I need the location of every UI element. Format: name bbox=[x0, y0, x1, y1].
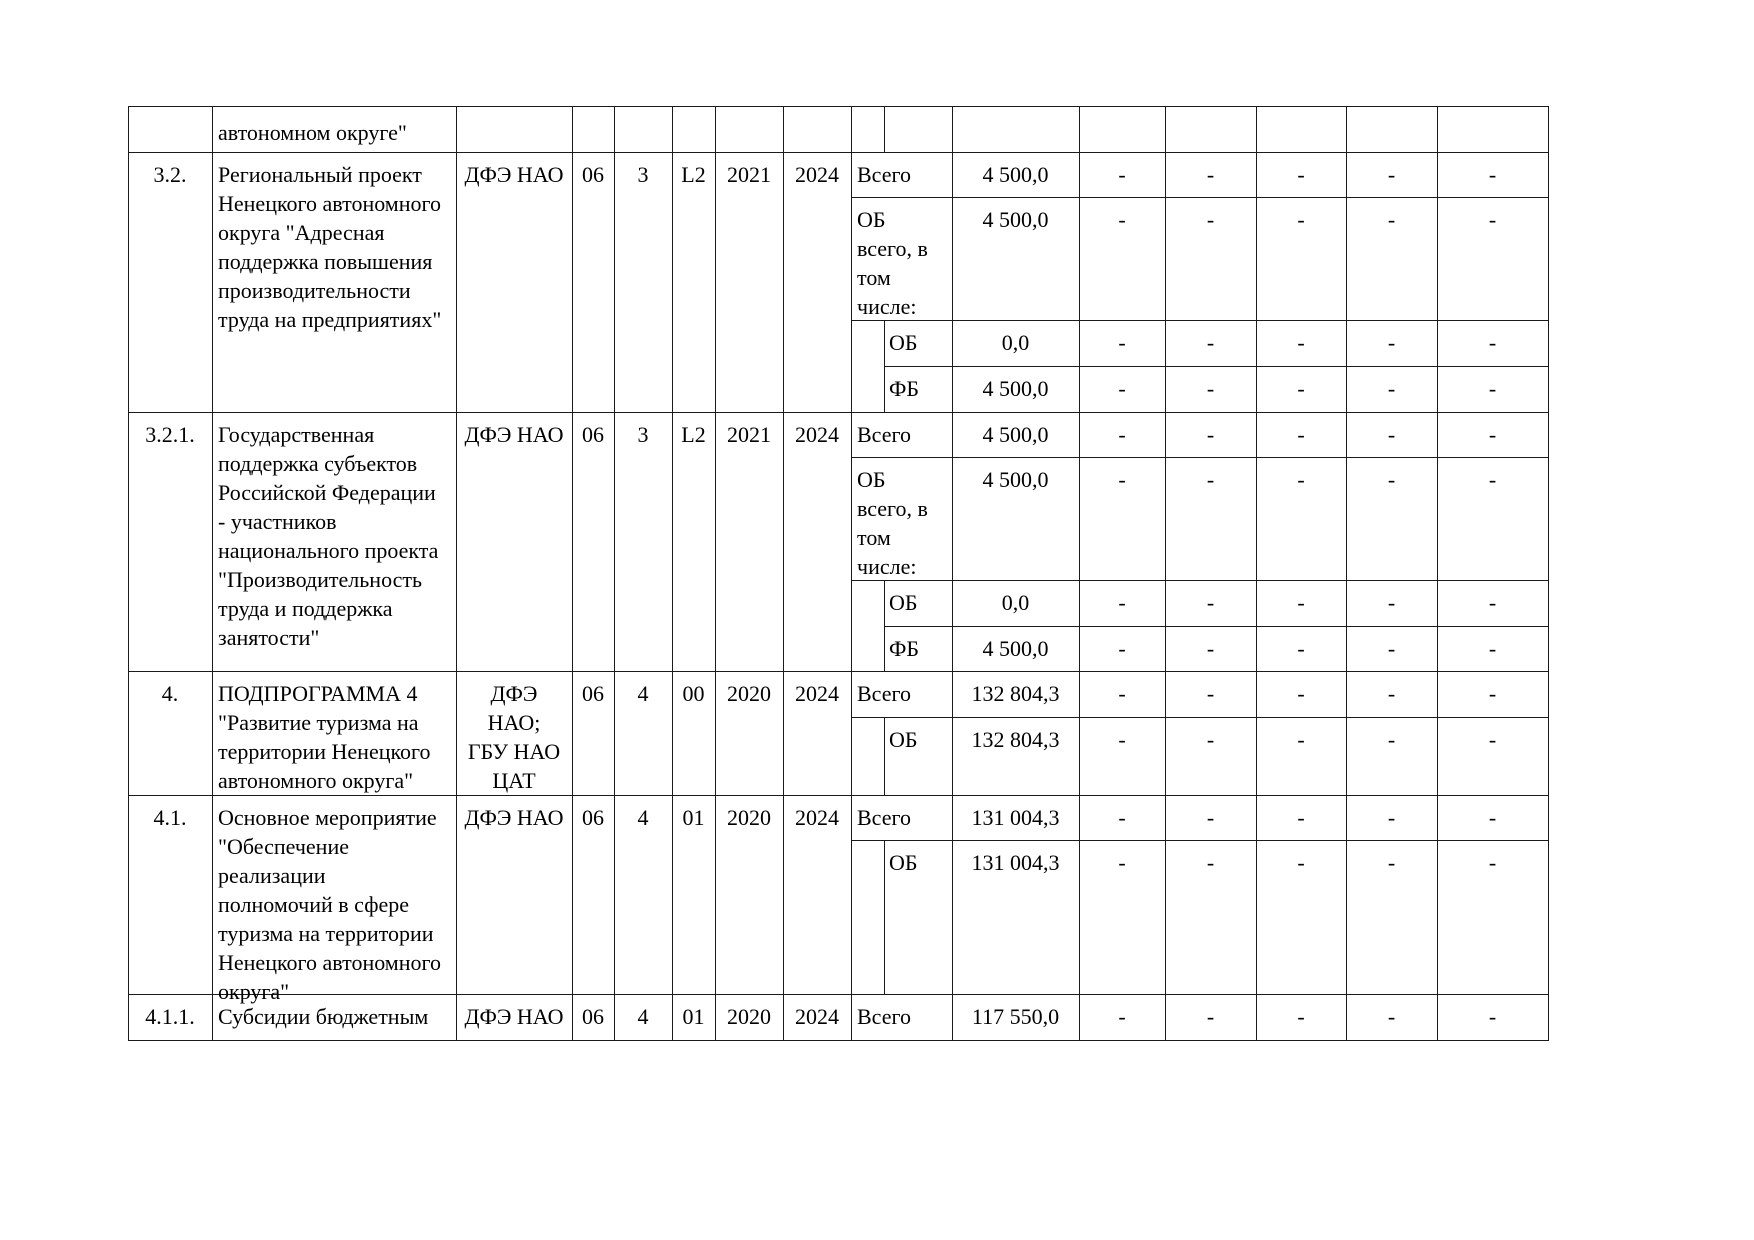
r4-name-line: ПОДПРОГРАММА 4 bbox=[218, 681, 418, 706]
r32-fin-fb-sub-dash: - bbox=[1488, 376, 1497, 401]
r4-fin-ob-sub-dash: - bbox=[1387, 727, 1396, 752]
r321-fin-fb-sub-source: ФБ bbox=[889, 636, 920, 661]
r32-fin-fb-sub-amount: 4 500,0 bbox=[982, 376, 1049, 401]
r32-fin-total-amount: 4 500,0 bbox=[982, 162, 1049, 187]
r321-fin-total-source: Всего bbox=[857, 422, 911, 447]
r32-fin-ob-dash: - bbox=[1488, 207, 1497, 232]
r321-fin-fb-sub-dash: - bbox=[1118, 636, 1126, 661]
table-rule-v bbox=[884, 840, 885, 994]
r4-name-line: автономного округа" bbox=[218, 768, 414, 793]
table-rule-h bbox=[851, 717, 1549, 718]
r41-year-end: 2024 bbox=[795, 805, 839, 830]
r411-fin-total-dash: - bbox=[1206, 1004, 1215, 1029]
r321-fin-ob-sub-dash: - bbox=[1118, 590, 1126, 615]
r41-num: 4.1. bbox=[153, 805, 187, 830]
r321-fin-ob-dash: - bbox=[1488, 467, 1497, 492]
r411-fin-total-dash: - bbox=[1488, 1004, 1497, 1029]
r4-code-3: 00 bbox=[682, 681, 705, 706]
r32-fin-ob-source-line: ОБ bbox=[857, 207, 886, 232]
r321-fin-ob-dash: - bbox=[1206, 467, 1215, 492]
r41-fin-ob-sub-dash: - bbox=[1297, 850, 1305, 875]
table-rule-h bbox=[851, 457, 1549, 458]
r32-fin-fb-sub-dash: - bbox=[1206, 376, 1215, 401]
table-rule-v bbox=[1437, 106, 1438, 1040]
r4-fin-total-dash: - bbox=[1488, 681, 1497, 706]
r321-year-end: 2024 bbox=[795, 422, 839, 447]
r41-fin-total-dash: - bbox=[1387, 805, 1396, 830]
r41-fin-ob-sub-dash: - bbox=[1206, 850, 1215, 875]
r32-name-line: Региональный проект bbox=[218, 162, 422, 187]
r321-fin-ob-sub-dash: - bbox=[1387, 590, 1396, 615]
r4-code-2: 4 bbox=[637, 681, 649, 706]
r4-fin-ob-sub-dash: - bbox=[1206, 727, 1215, 752]
r321-fin-ob-source-line: том bbox=[857, 525, 891, 550]
r411-num: 4.1.1. bbox=[145, 1004, 195, 1029]
table-rule-v bbox=[715, 106, 716, 1040]
r32-fin-ob-sub-dash: - bbox=[1118, 330, 1126, 355]
r321-executor: ДФЭ НАО bbox=[464, 422, 564, 447]
table-rule-v bbox=[851, 106, 852, 1040]
r41-fin-total-source: Всего bbox=[857, 805, 911, 830]
r41-name-line: туризма на территории bbox=[218, 921, 434, 946]
r32-fin-ob-sub-amount: 0,0 bbox=[1001, 330, 1030, 355]
r411-year-start: 2020 bbox=[727, 1004, 771, 1029]
r321-code-3: L2 bbox=[681, 422, 706, 447]
r32-fin-ob-amount: 4 500,0 bbox=[982, 207, 1049, 232]
r32-fin-ob-sub-dash: - bbox=[1488, 330, 1497, 355]
r32-fin-fb-sub-dash: - bbox=[1118, 376, 1126, 401]
r32-fin-ob-source bbox=[857, 205, 928, 321]
r4-name-line: территории Ненецкого bbox=[218, 739, 431, 764]
r321-fin-ob-source-line: всего, в bbox=[857, 496, 928, 521]
r321-name bbox=[218, 420, 438, 652]
r321-fin-ob-sub-dash: - bbox=[1206, 590, 1215, 615]
r321-fin-total-dash: - bbox=[1488, 422, 1497, 447]
r41-fin-total-dash: - bbox=[1488, 805, 1497, 830]
table-rule-h bbox=[884, 366, 1549, 367]
table-rule-v bbox=[1165, 106, 1166, 1040]
r4-fin-ob-sub-dash: - bbox=[1118, 727, 1126, 752]
r32-name-line: округа "Адресная bbox=[218, 220, 385, 245]
r321-fin-fb-sub-dash: - bbox=[1297, 636, 1305, 661]
r411-fin-total-dash: - bbox=[1387, 1004, 1396, 1029]
table-rule-v bbox=[1548, 106, 1549, 1040]
table-rule-v bbox=[128, 106, 129, 1040]
r321-fin-ob-source-line: числе: bbox=[857, 554, 917, 579]
r32-fin-total-source: Всего bbox=[857, 162, 911, 187]
table-rule-v bbox=[952, 106, 953, 1040]
table-rule-v bbox=[1346, 106, 1347, 1040]
r4-code-1: 06 bbox=[582, 681, 604, 706]
r411-name: Субсидии бюджетным bbox=[218, 1004, 429, 1029]
r32-year-start: 2021 bbox=[727, 162, 771, 187]
r321-year-start: 2021 bbox=[727, 422, 771, 447]
r41-fin-ob-sub-source: ОБ bbox=[889, 850, 918, 875]
r4-fin-total-dash: - bbox=[1118, 681, 1126, 706]
table-rule-h bbox=[884, 626, 1549, 627]
r321-fin-ob-dash: - bbox=[1118, 467, 1126, 492]
r41-name-line: Основное мероприятие bbox=[218, 805, 437, 830]
r41-fin-ob-sub-dash: - bbox=[1387, 850, 1396, 875]
r4-executor-line: ДФЭ bbox=[490, 681, 538, 706]
r4-name-line: "Развитие туризма на bbox=[218, 710, 419, 735]
r32-name-line: производительности bbox=[218, 278, 411, 303]
r32-fin-ob-source-line: числе: bbox=[857, 294, 917, 319]
r41-fin-total-dash: - bbox=[1206, 805, 1215, 830]
r41-year-start: 2020 bbox=[727, 805, 771, 830]
r41-fin-total-dash: - bbox=[1118, 805, 1126, 830]
r321-fin-fb-sub-dash: - bbox=[1488, 636, 1497, 661]
r321-fin-ob-amount: 4 500,0 bbox=[982, 467, 1049, 492]
r4-num: 4. bbox=[161, 681, 179, 706]
r4-year-end: 2024 bbox=[795, 681, 839, 706]
r4-executor-line: НАО; bbox=[487, 710, 541, 735]
r4-year-start: 2020 bbox=[727, 681, 771, 706]
table-rule-h bbox=[128, 412, 1549, 413]
r321-fin-total-dash: - bbox=[1118, 422, 1126, 447]
r321-code-1: 06 bbox=[582, 422, 604, 447]
r41-fin-ob-sub-dash: - bbox=[1488, 850, 1497, 875]
r4-fin-total-dash: - bbox=[1206, 681, 1215, 706]
r32-name-line: поддержка повышения bbox=[218, 249, 433, 274]
table-rule-h bbox=[128, 106, 1549, 107]
r32-name-line: труда на предприятиях" bbox=[218, 307, 442, 332]
table-rule-v bbox=[212, 106, 213, 1040]
r32-fin-ob-source-line: том bbox=[857, 265, 891, 290]
table-rule-h bbox=[851, 580, 1549, 581]
r32-fin-total-dash: - bbox=[1387, 162, 1396, 187]
table-rule-h bbox=[128, 152, 1549, 153]
r321-fin-fb-sub-dash: - bbox=[1206, 636, 1215, 661]
r4-fin-ob-sub-source: ОБ bbox=[889, 727, 918, 752]
r321-fin-ob-source bbox=[857, 465, 928, 581]
r32-fin-ob-dash: - bbox=[1118, 207, 1126, 232]
r41-name bbox=[218, 803, 441, 1006]
r411-year-end: 2024 bbox=[795, 1004, 839, 1029]
r411-code-2: 4 bbox=[637, 1004, 649, 1029]
r32-fin-fb-sub-dash: - bbox=[1387, 376, 1396, 401]
r321-name-line: Российской Федерации bbox=[218, 480, 436, 505]
r32-code-3: L2 bbox=[681, 162, 706, 187]
r32-fin-ob-dash: - bbox=[1387, 207, 1396, 232]
r321-name-line: Государственная bbox=[218, 422, 375, 447]
r32-code-2: 3 bbox=[637, 162, 649, 187]
r4-executor-line: ГБУ НАО bbox=[467, 739, 561, 764]
r32-fin-ob-sub-dash: - bbox=[1387, 330, 1396, 355]
r411-executor: ДФЭ НАО bbox=[464, 1004, 564, 1029]
r321-fin-ob-dash: - bbox=[1387, 467, 1396, 492]
table-rule-v bbox=[783, 106, 784, 1040]
r321-fin-total-dash: - bbox=[1297, 422, 1305, 447]
table-rule-h bbox=[851, 197, 1549, 198]
table-rule-v bbox=[884, 717, 885, 795]
r321-fin-ob-source-line: ОБ bbox=[857, 467, 886, 492]
r321-fin-ob-dash: - bbox=[1297, 467, 1305, 492]
r41-code-1: 06 bbox=[582, 805, 604, 830]
r4-fin-total-source: Всего bbox=[857, 681, 911, 706]
r32-code-1: 06 bbox=[582, 162, 604, 187]
table-rule-v bbox=[456, 106, 457, 1040]
r411-code-1: 06 bbox=[582, 1004, 604, 1029]
r4-name bbox=[218, 679, 431, 795]
table-rule-h bbox=[128, 795, 1549, 796]
r4-fin-ob-sub-dash: - bbox=[1488, 727, 1497, 752]
r321-name-line: национального проекта bbox=[218, 538, 439, 563]
r321-num: 3.2.1. bbox=[145, 422, 195, 447]
r321-name-line: поддержка субъектов bbox=[218, 451, 418, 476]
r32-fin-fb-sub-source: ФБ bbox=[889, 376, 920, 401]
r41-code-3: 01 bbox=[682, 805, 705, 830]
table-rule-v bbox=[884, 580, 885, 671]
r321-fin-ob-sub-dash: - bbox=[1488, 590, 1497, 615]
r32-fin-ob-sub-source: ОБ bbox=[889, 330, 918, 355]
r41-name-line: полномочий в сфере bbox=[218, 892, 409, 917]
table-rule-v bbox=[572, 106, 573, 1040]
r321-name-line: занятости" bbox=[218, 625, 320, 650]
r321-name-line: - участников bbox=[218, 509, 337, 534]
table-rule-v bbox=[884, 320, 885, 412]
r41-fin-ob-sub-dash: - bbox=[1118, 850, 1126, 875]
r4-fin-ob-sub-amount: 132 804,3 bbox=[971, 727, 1060, 752]
r4-fin-ob-sub-dash: - bbox=[1297, 727, 1305, 752]
r4-fin-total-amount: 132 804,3 bbox=[971, 681, 1060, 706]
r321-fin-ob-sub-source: ОБ bbox=[889, 590, 918, 615]
r411-code-3: 01 bbox=[682, 1004, 705, 1029]
r32-fin-ob-sub-dash: - bbox=[1206, 330, 1215, 355]
r32-num: 3.2. bbox=[153, 162, 187, 187]
table-rule-v bbox=[1256, 106, 1257, 1040]
r32-fin-ob-dash: - bbox=[1206, 207, 1215, 232]
r32-fin-total-dash: - bbox=[1297, 162, 1305, 187]
r41-fin-total-dash: - bbox=[1297, 805, 1305, 830]
r4-executor-line: ЦАТ bbox=[492, 768, 536, 793]
r321-fin-total-amount: 4 500,0 bbox=[982, 422, 1049, 447]
r411-fin-total-amount: 117 550,0 bbox=[971, 1004, 1060, 1029]
table-rule-h bbox=[128, 671, 1549, 672]
r321-fin-fb-sub-amount: 4 500,0 bbox=[982, 636, 1049, 661]
r321-fin-fb-sub-dash: - bbox=[1387, 636, 1396, 661]
r32-fin-total-dash: - bbox=[1118, 162, 1126, 187]
r32-executor: ДФЭ НАО bbox=[464, 162, 564, 187]
r41-fin-total-amount: 131 004,3 bbox=[971, 805, 1060, 830]
table-rule-h bbox=[851, 320, 1549, 321]
r41-name-line: Ненецкого автономного bbox=[218, 950, 441, 975]
table-rule-v bbox=[672, 106, 673, 1040]
r41-name-line: реализации bbox=[218, 863, 326, 888]
r41-executor: ДФЭ НАО bbox=[464, 805, 564, 830]
table-rule-v bbox=[614, 106, 615, 1040]
r411-fin-total-dash: - bbox=[1297, 1004, 1305, 1029]
r32-fin-ob-sub-dash: - bbox=[1297, 330, 1305, 355]
r0-name: автономном округе" bbox=[218, 120, 407, 145]
r4-fin-total-dash: - bbox=[1387, 681, 1396, 706]
r32-fin-fb-sub-dash: - bbox=[1297, 376, 1305, 401]
table-rule-h bbox=[128, 1040, 1549, 1041]
r32-fin-ob-source-line: всего, в bbox=[857, 236, 928, 261]
r321-fin-total-dash: - bbox=[1206, 422, 1215, 447]
r41-fin-ob-sub-amount: 131 004,3 bbox=[971, 850, 1060, 875]
table-rule-h bbox=[851, 840, 1549, 841]
table-rule-v bbox=[884, 106, 885, 152]
r32-name bbox=[218, 160, 441, 334]
r321-name-line: "Производительность bbox=[218, 567, 423, 592]
r32-fin-ob-dash: - bbox=[1297, 207, 1305, 232]
r41-code-2: 4 bbox=[637, 805, 649, 830]
r32-name-line: Ненецкого автономного bbox=[218, 191, 441, 216]
table-rule-v bbox=[1079, 106, 1080, 1040]
r321-fin-ob-sub-dash: - bbox=[1297, 590, 1305, 615]
r41-name-line: "Обеспечение bbox=[218, 834, 349, 859]
r4-fin-total-dash: - bbox=[1297, 681, 1305, 706]
r4-executor bbox=[456, 679, 572, 795]
r321-name-line: труда и поддержка bbox=[218, 596, 393, 621]
r321-code-2: 3 bbox=[637, 422, 649, 447]
r32-year-end: 2024 bbox=[795, 162, 839, 187]
r32-fin-total-dash: - bbox=[1206, 162, 1215, 187]
r411-fin-total-source: Всего bbox=[857, 1004, 911, 1029]
r411-fin-total-dash: - bbox=[1118, 1004, 1126, 1029]
r321-fin-total-dash: - bbox=[1387, 422, 1396, 447]
r32-fin-total-dash: - bbox=[1488, 162, 1497, 187]
r321-fin-ob-sub-amount: 0,0 bbox=[1001, 590, 1030, 615]
r41-name-line: округа" bbox=[218, 979, 290, 1004]
